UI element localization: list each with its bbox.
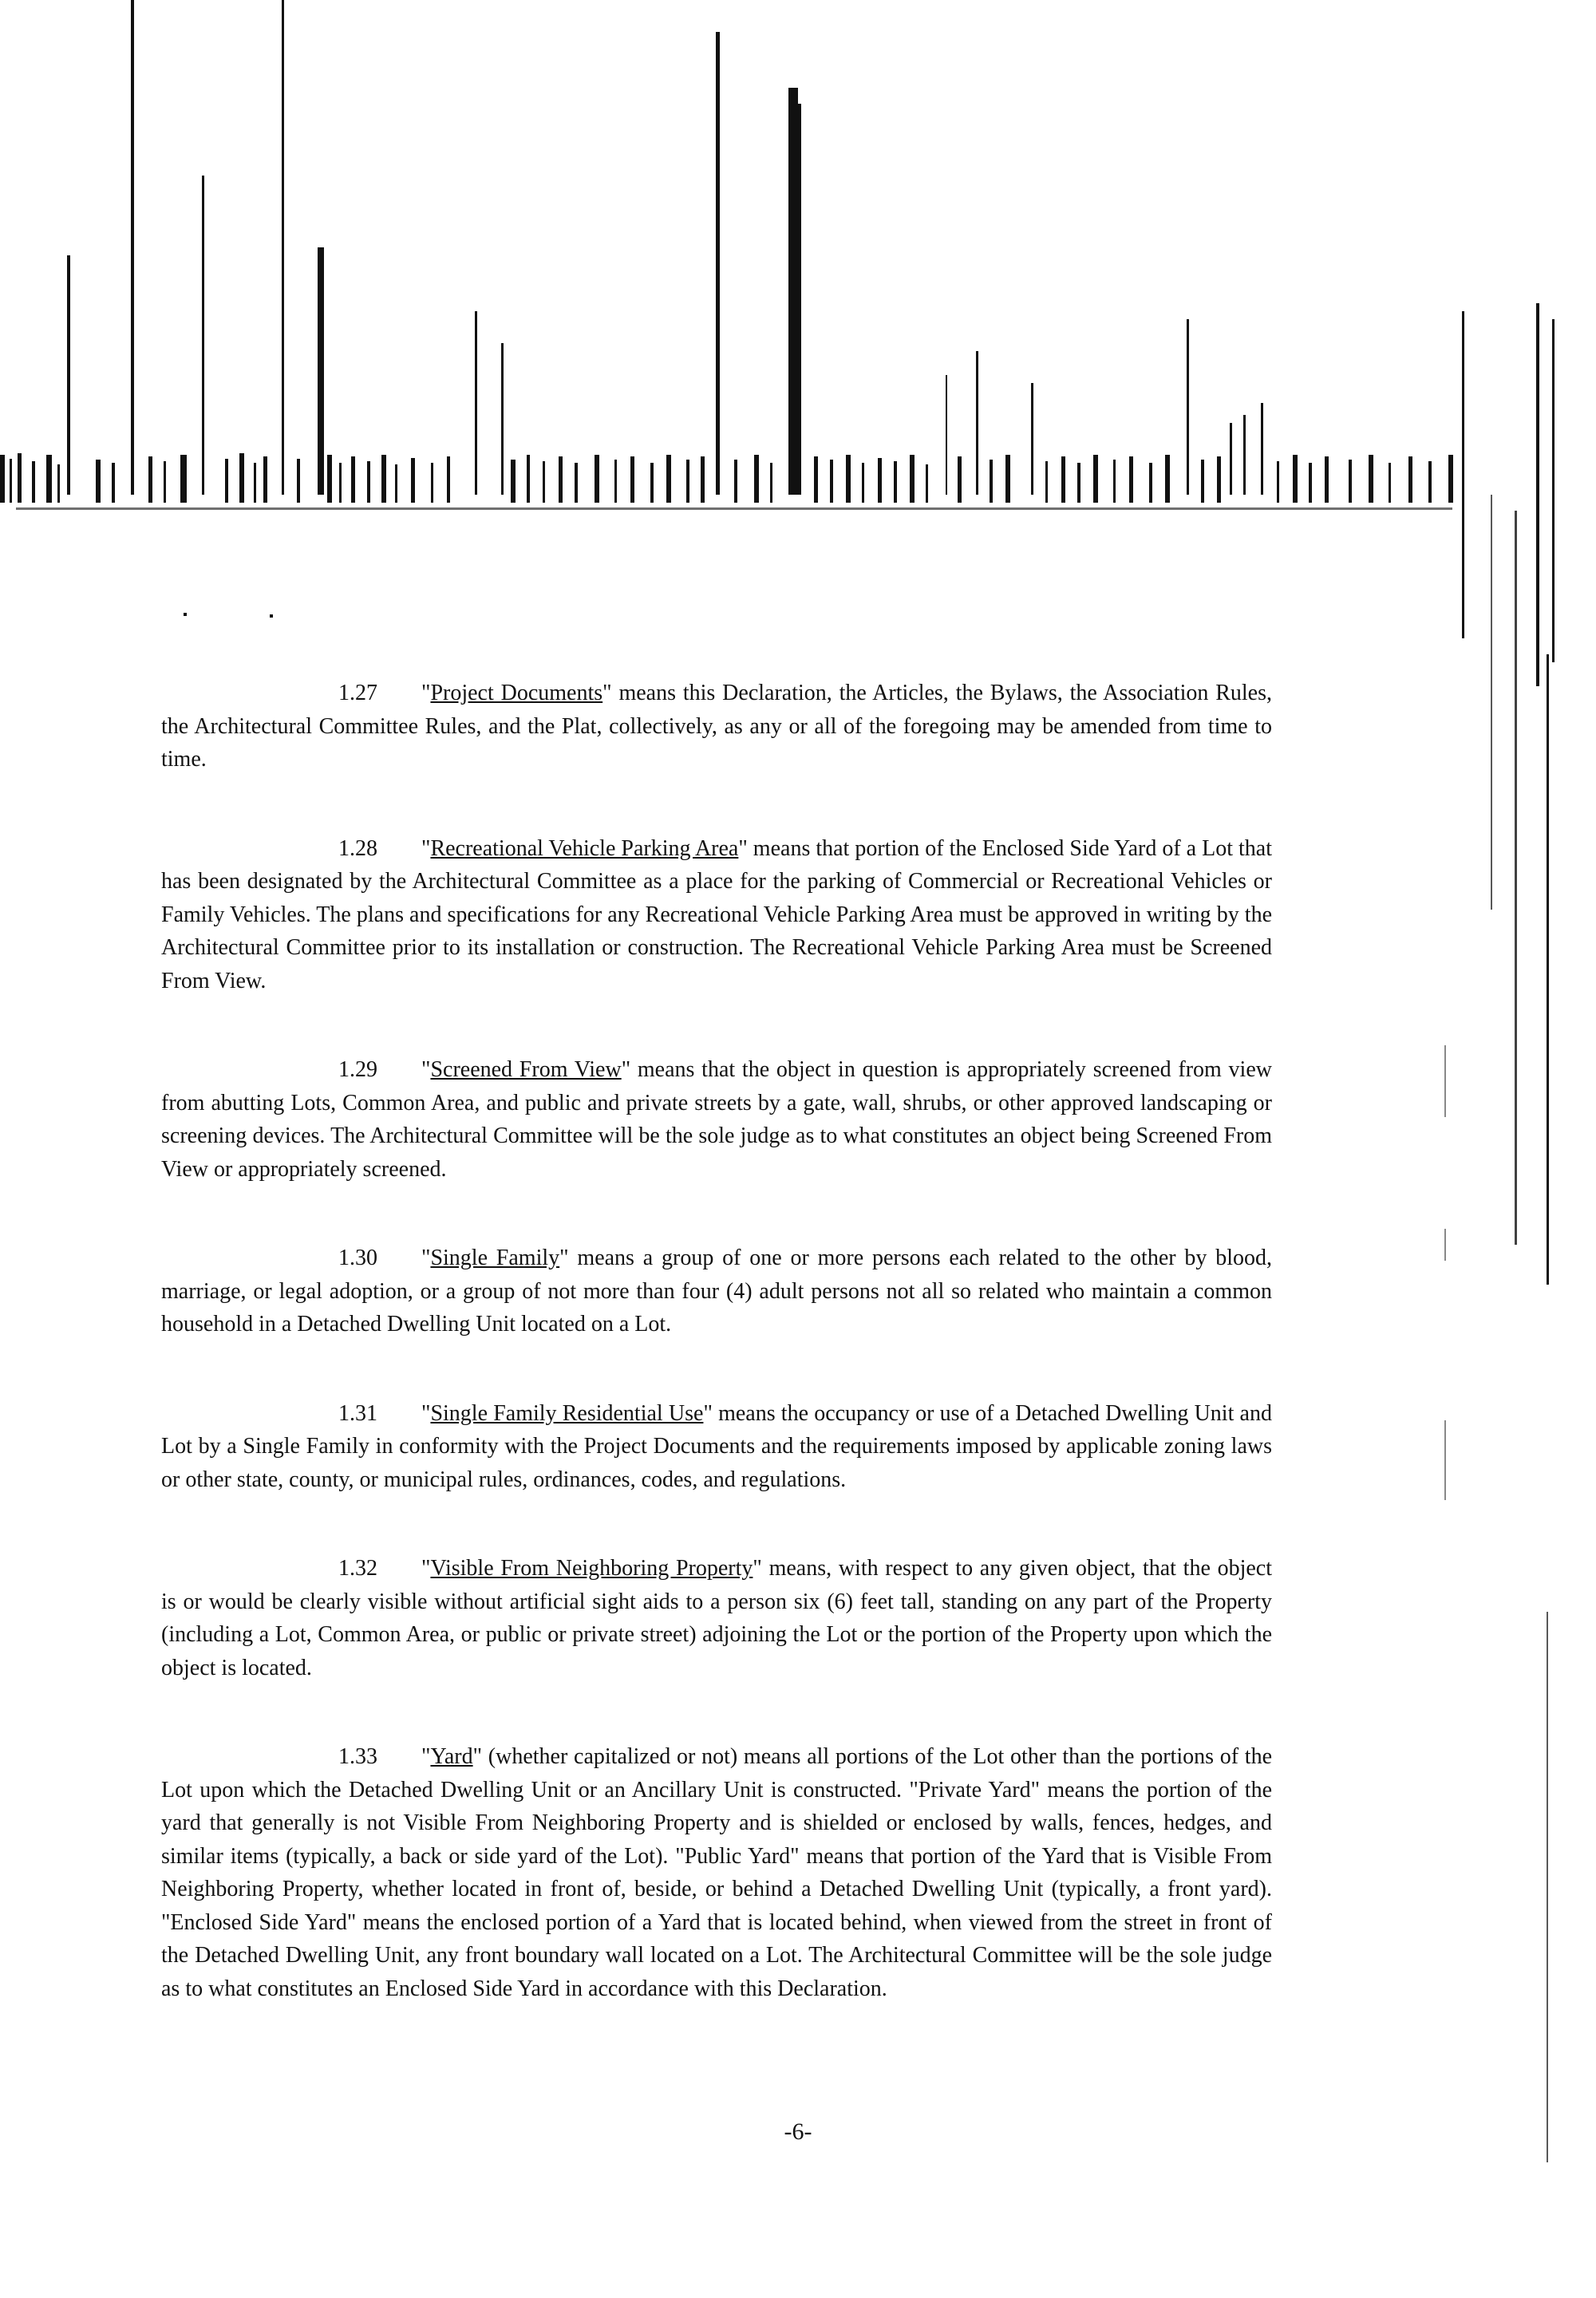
section-text: means that portion of the Enclosed Side Yard of a Lot that has been designated by the Architectural Committee as a place for the parking of Commercial or Recreational Vehicles or Family Vehicles. The plans and specifications for any Recreational Vehicle Parking Area must be approved in writing by the Architectural Committee prior to its installation or construction. The Recreational Vehicle Parking Area must be Screened From View. (161, 835, 1272, 993)
section-1-31: 1.31 "Single Family Residential Use" means the occupancy or use of a Detached Dwelling Unit and Lot by a Single Family in conformity with the Project Documents and the requirements imposed by applicable zoning laws or other state, county, or municipal rules, ordinances, codes, and regulations. (161, 1397, 1272, 1497)
section-number: 1.28 (338, 835, 377, 861)
section-number: 1.27 (338, 681, 377, 705)
defined-term: Single Family (430, 1246, 560, 1270)
section-text: means, with respect to any given object, that the object is or would be clearly visible without artificial sight aids to a person six (6) feet tall, standing on any part of the Property (including a Lot, Common Area, or public or private street) adjoining the Lot or the portion of the Property upon which the object is located. (161, 1556, 1273, 1680)
section-1-27: 1.27 "Project Documents" means this Declaration, the Articles, the Bylaws, the Association Rules, the Architectural Committee Rules, and the Plat, collectively, as any or all of the foregoing may be amended from time to time. (161, 677, 1272, 776)
document-body (161, 677, 1272, 2061)
section-number: 1.30 (338, 1246, 377, 1270)
defined-term: Recreational Vehicle Parking Area (430, 835, 739, 861)
section-text: (whether capitalized or not) means all portions of the Lot other than the portions of the Lot upon which the Detached Dwelling Unit or an Ancillary Unit is constructed. "Private Yard" means the portion of the yard that generally is not Visible From Neighboring Property and is shielded or enclosed by walls, fences, hedges, and similar items (typically, a back or side yard of the Lot). "Public Yard" means that portion of the Yard that is Visible From Neighboring Property, whether located in front of, beside, or behind a Detached Dwelling Unit (typically, a front yard). "Enclosed Side Yard" means the enclosed portion of a Yard that is located behind, when viewed from the street in front of the Detached Dwelling Unit, any front boundary wall located on a Lot. The Architectural Committee will be the sole judge as to what constitutes an Enclosed Side Yard in accordance with this Declaration. (161, 1744, 1272, 2001)
section-text: means this Declaration, the Articles, the Bylaws, the Association Rules, the Architectural Committee Rules, and the Plat, collectively, as any or all of the foregoing may be amended from time to time. (161, 681, 1273, 772)
section-1-33: 1.33 "Yard" (whether capitalized or not) means all portions of the Lot other than the portions of the Lot upon which the Detached Dwelling Unit or an Ancillary Unit is constructed. "Private Yard" means the portion of the yard that generally is not Visible From Neighboring Property and is shielded or enclosed by walls, fences, hedges, and similar items (typically, a back or side yard of the Lot). "Public Yard" means that portion of the Yard that is Visible From Neighboring Property, whether located in front of, beside, or behind a Detached Dwelling Unit (typically, a front yard). "Enclosed Side Yard" means the enclosed portion of a Yard that is located behind, when viewed from the street in front of the Detached Dwelling Unit, any front boundary wall located on a Lot. The Architectural Committee will be the sole judge as to what constitutes an Enclosed Side Yard in accordance with this Declaration. (161, 1740, 1272, 2005)
defined-term: Screened From View (430, 1057, 622, 1082)
section-text: means the occupancy or use of a Detached Dwelling Unit and Lot by a Single Family in conformity with the Project Documents and the requirements imposed by applicable zoning laws or other state, county, or municipal rules, ordinances, codes, and regulations. (161, 1400, 1272, 1492)
defined-term: Visible From Neighboring Property (430, 1556, 753, 1581)
defined-term: Single Family Residential Use (430, 1400, 704, 1426)
section-number: 1.33 (338, 1744, 377, 1769)
defined-term: Project Documents (430, 681, 603, 705)
section-number: 1.32 (338, 1556, 377, 1581)
section-text: means that the object in question is appropriately screened from view from abutting Lots, Common Area, and public and private streets by a gate, wall, shrubs, or other approved landscaping or screening devices. The Architectural Committee will be the sole judge as to what constitutes an object being Screened From View or appropriately screened. (161, 1057, 1272, 1182)
section-1-32: 1.32 "Visible From Neighboring Property" means, with respect to any given object, that the object is or would be clearly visible without artificial sight aids to a person six (6) feet tall, standing on any part of the Property (including a Lot, Common Area, or public or private street) adjoining the Lot or the portion of the Property upon which the object is located. (161, 1552, 1272, 1684)
section-1-29: 1.29 "Screened From View" means that the object in question is appropriately screened from view from abutting Lots, Common Area, and public and private streets by a gate, wall, shrubs, or other approved landscaping or screening devices. The Architectural Committee will be the sole judge as to what constitutes an object being Screened From View or appropriately screened. (161, 1053, 1272, 1186)
section-number: 1.29 (338, 1057, 377, 1082)
defined-term: Yard (430, 1744, 473, 1769)
section-text: means a group of one or more persons each related to the other by blood, marriage, or legal adoption, or a group of not more than four (4) adult persons not all so related who maintain a common household in a Detached Dwelling Unit located on a Lot. (161, 1246, 1272, 1337)
section-number: 1.31 (338, 1400, 377, 1426)
section-1-28: 1.28 "Recreational Vehicle Parking Area" means that portion of the Enclosed Side Yard of a Lot that has been designated by the Architectural Committee as a place for the parking of Commercial or Recreational Vehicles or Family Vehicles. The plans and specifications for any Recreational Vehicle Parking Area must be approved in writing by the Architectural Committee prior to its installation or construction. The Recreational Vehicle Parking Area must be Screened From View. (161, 832, 1272, 998)
page-number: -6- (784, 2118, 812, 2145)
section-1-30: 1.30 "Single Family" means a group of one or more persons each related to the other by blood, marriage, or legal adoption, or a group of not more than four (4) adult persons not all so related who maintain a common household in a Detached Dwelling Unit located on a Lot. (161, 1242, 1272, 1341)
